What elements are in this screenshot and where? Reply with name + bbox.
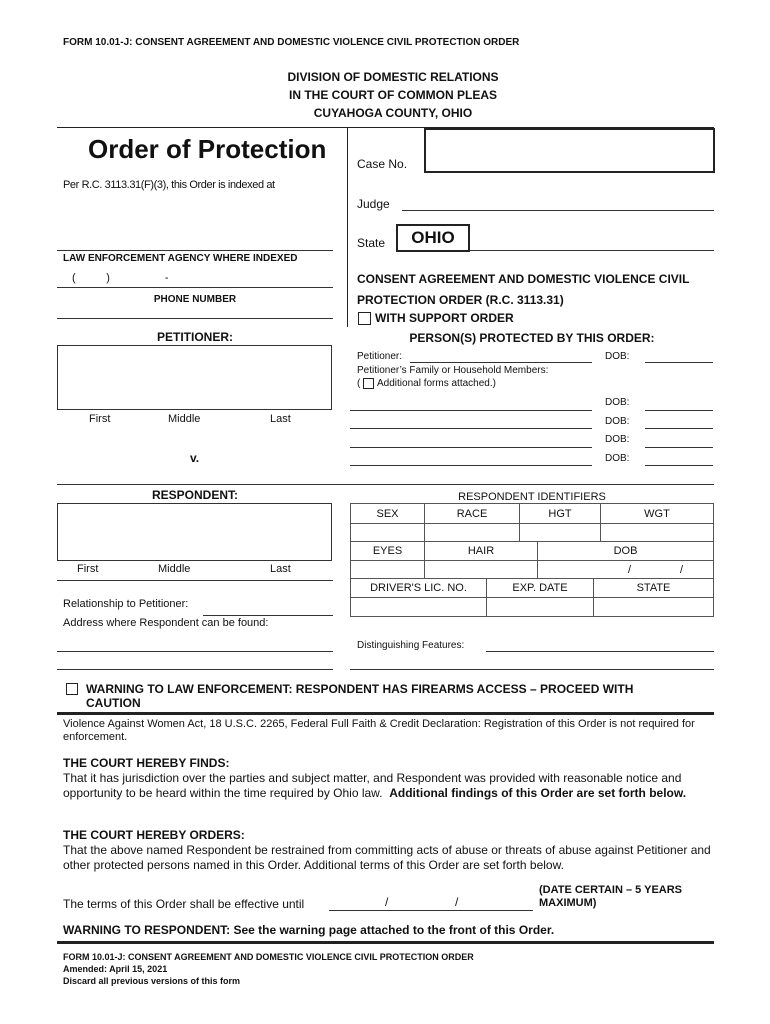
effective-label: The terms of this Order shall be effective until xyxy=(63,897,305,911)
footer-amended: Amended: April 15, 2021 xyxy=(63,964,168,974)
case-no-label: Case No. xyxy=(357,157,408,171)
respondent-heading: RESPONDENT: xyxy=(151,488,238,502)
exp-date-field[interactable] xyxy=(486,597,594,617)
footer-form-title: FORM 10.01-J: CONSENT AGREEMENT AND DOMESTIC VIOLENCE CIVIL PROTECTION ORDER xyxy=(63,952,474,962)
respondent-last-label: Last xyxy=(270,563,291,575)
eyes-header: EYES xyxy=(350,541,425,561)
finds-text xyxy=(63,771,713,801)
state-label: State xyxy=(357,236,386,250)
protected-petitioner-field[interactable] xyxy=(410,362,592,363)
finds-bold-tail: Additional findings of this Order are set forth below. xyxy=(389,786,687,800)
petitioner-middle-label: Middle xyxy=(168,413,201,425)
case-no-field[interactable] xyxy=(424,128,715,173)
family-dob-field-3[interactable] xyxy=(645,447,713,448)
respondent-name-line xyxy=(57,580,333,581)
hair-header: HAIR xyxy=(424,541,538,561)
race-header: RACE xyxy=(424,503,520,524)
distinguishing-field-2[interactable] xyxy=(350,669,714,670)
firearms-checkbox[interactable] xyxy=(66,683,78,695)
family-dob-label-1: DOB: xyxy=(605,397,630,408)
race-field[interactable] xyxy=(424,523,520,542)
additional-forms-open: ( xyxy=(357,378,361,389)
hgt-header: HGT xyxy=(519,503,601,524)
family-dob-field-4[interactable] xyxy=(645,465,713,466)
family-dob-label-2: DOB: xyxy=(605,416,630,427)
family-member-field-3[interactable] xyxy=(350,447,592,448)
effective-date-slashes: / / xyxy=(385,895,459,909)
firearms-warning: WARNING TO LAW ENFORCEMENT: RESPONDENT HAS FIREARMS ACCESS – PROCEED WITH CAUTION xyxy=(86,682,634,710)
petitioner-first-label: First xyxy=(89,413,111,425)
respondent-middle-label: Middle xyxy=(158,563,191,575)
court-name: IN THE COURT OF COMMON PLEAS xyxy=(289,88,497,102)
dob-field[interactable]: / / xyxy=(537,560,714,579)
address-label: Address where Respondent can be found: xyxy=(63,617,269,629)
orders-heading: THE COURT HEREBY ORDERS: xyxy=(63,828,245,842)
state-value: OHIO xyxy=(396,224,470,252)
petitioner-last-label: Last xyxy=(270,413,291,425)
family-dob-label-3: DOB: xyxy=(605,434,630,445)
family-member-field-1[interactable] xyxy=(350,410,592,411)
effective-date-field[interactable] xyxy=(329,910,533,911)
order-title: Order of Protection xyxy=(88,134,327,164)
relationship-label: Relationship to Petitioner: xyxy=(63,598,189,610)
form-title: FORM 10.01-J: CONSENT AGREEMENT AND DOMESTIC VIOLENCE CIVIL PROTECTION ORDER xyxy=(63,37,520,48)
wgt-header: WGT xyxy=(600,503,714,524)
protected-petitioner-label: Petitioner: xyxy=(357,351,403,362)
agency-label: LAW ENFORCEMENT AGENCY WHERE INDEXED xyxy=(63,253,298,264)
family-label: Petitioner’s Family or Household Members: xyxy=(357,365,549,376)
phone-line xyxy=(57,318,333,319)
exp-date-header: EXP. DATE xyxy=(486,578,594,598)
state-field[interactable] xyxy=(593,597,714,617)
family-dob-field-1[interactable] xyxy=(645,410,713,411)
hair-field[interactable] xyxy=(424,560,538,579)
finds-heading: THE COURT HEREBY FINDS: xyxy=(63,756,230,770)
petitioner-name-box[interactable] xyxy=(57,345,332,410)
finds-body: That it has jurisdiction over the parties and subject matter, and Respondent was provided with reasonable notice and opportunity to be heard within the time required by Ohio law. xyxy=(63,771,682,800)
wgt-field[interactable] xyxy=(600,523,714,542)
footer-discard: Discard all previous versions of this form xyxy=(63,976,241,986)
respondent-name-box[interactable] xyxy=(57,503,332,561)
family-dob-field-2[interactable] xyxy=(645,428,713,429)
court-county: CUYAHOGA COUNTY, OHIO xyxy=(313,106,473,120)
judge-field[interactable] xyxy=(402,210,714,211)
judge-label: Judge xyxy=(357,197,390,211)
drivers-lic-field[interactable] xyxy=(350,597,487,617)
date-certain-note: (DATE CERTAIN – 5 YEARS MAXIMUM) xyxy=(539,884,683,909)
additional-forms-checkbox[interactable] xyxy=(363,378,374,389)
vertical-divider xyxy=(347,127,348,327)
respondent-first-label: First xyxy=(77,563,99,575)
phone-mask[interactable]: ( ) - xyxy=(72,272,169,284)
phone-label: PHONE NUMBER xyxy=(153,294,237,305)
vawa-text: Violence Against Women Act, 18 U.S.C. 2265, Federal Full Faith & Credit Declaration: Registration of this Order is not required for enforcement. xyxy=(63,718,695,743)
order-type-line2: PROTECTION ORDER (R.C. 3113.31) xyxy=(357,293,564,307)
support-order-label: WITH SUPPORT ORDER xyxy=(375,311,514,325)
protected-dob-field[interactable] xyxy=(645,362,713,363)
distinguishing-label: Distinguishing Features: xyxy=(357,640,465,651)
distinguishing-field-1[interactable] xyxy=(486,651,714,652)
family-member-field-4[interactable] xyxy=(350,465,592,466)
additional-forms-label: Additional forms attached.) xyxy=(377,378,496,389)
relationship-field[interactable] xyxy=(203,615,333,616)
eyes-field[interactable] xyxy=(350,560,425,579)
indexed-note: Per R.C. 3113.31(F)(3), this Order is indexed at xyxy=(63,179,275,191)
support-order-checkbox[interactable] xyxy=(358,312,371,325)
sex-field[interactable] xyxy=(350,523,425,542)
sex-header: SEX xyxy=(350,503,425,524)
petitioner-heading: PETITIONER: xyxy=(156,330,233,344)
respondent-warning: WARNING TO RESPONDENT: See the warning page attached to the front of this Order. xyxy=(63,923,555,937)
thick-divider-1 xyxy=(57,712,714,715)
protected-dob-label: DOB: xyxy=(605,351,630,362)
identifiers-heading: RESPONDENT IDENTIFIERS xyxy=(458,491,606,503)
order-type-line1: CONSENT AGREEMENT AND DOMESTIC VIOLENCE CIVIL xyxy=(357,272,690,286)
state-line xyxy=(470,250,714,251)
thick-divider-2 xyxy=(57,941,714,944)
hgt-field[interactable] xyxy=(519,523,601,542)
state-header: STATE xyxy=(593,578,714,598)
agency-line xyxy=(57,287,333,288)
address-field-1[interactable] xyxy=(57,651,333,652)
versus: v. xyxy=(190,451,200,465)
protected-heading: PERSON(S) PROTECTED BY THIS ORDER: xyxy=(409,331,655,345)
indexed-line[interactable] xyxy=(57,250,333,251)
family-dob-label-4: DOB: xyxy=(605,453,630,464)
address-field-2[interactable] xyxy=(57,669,333,670)
section-divider xyxy=(57,484,714,485)
dob-header: DOB xyxy=(537,541,714,561)
orders-text: That the above named Respondent be restrained from committing acts of abuse or threats of abuse against Petitioner and other protected persons named in this Order. Additional terms of this Order are set forth below. xyxy=(63,843,711,872)
drivers-lic-header: DRIVER'S LIC. NO. xyxy=(350,578,487,598)
family-member-field-2[interactable] xyxy=(350,428,592,429)
court-division: DIVISION OF DOMESTIC RELATIONS xyxy=(287,70,499,84)
